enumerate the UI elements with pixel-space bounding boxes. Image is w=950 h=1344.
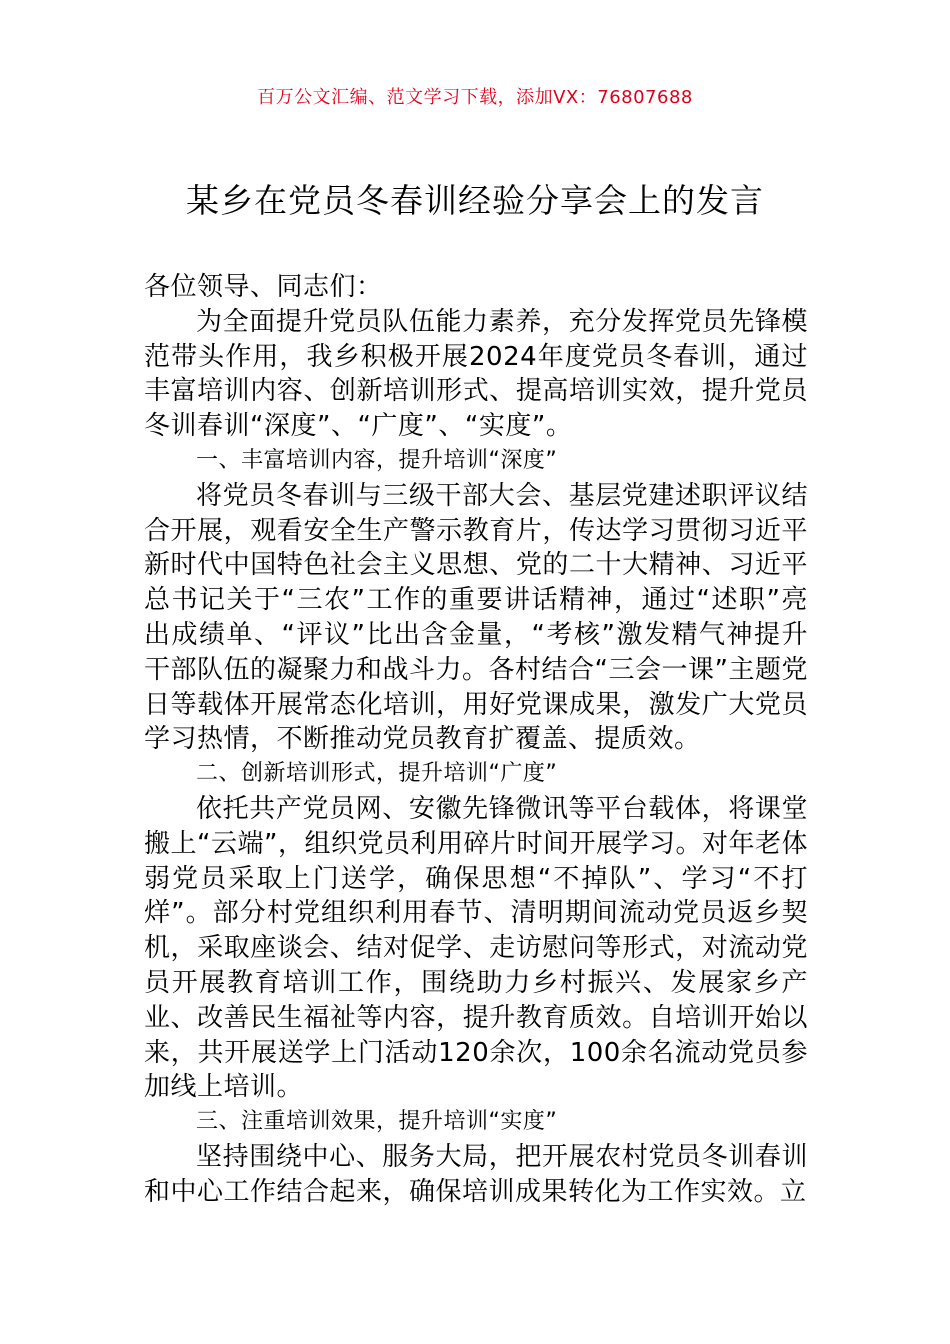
section-heading-1: 一、丰富培训内容，提升培训“深度” — [196, 447, 558, 473]
section-body-3: 坚持围绕中心、服务大局，把开展农村党员冬训春训和中心工作结合起来，确保培训成果转化为工作实效。立 — [144, 1141, 808, 1207]
section-heading-3: 三、注重培训效果，提升培训“实度” — [196, 1109, 558, 1135]
section-body-1: 将党员冬春训与三级干部大会、基层党建述职评议结合开展，观看安全生产警示教育片，传达学习贯彻习近平新时代中国特色社会主义思想、党的二十大精神、习近平总书记关于“三农”工作的重要讲话精神，通过“述职”亮出成绩单、“评议”比出含金量，“考核”激发精气神提升干部队伍的凝聚力和战斗力。各村结合“三会一课”主题党日等载体开展常态化培训，用好党课成果，激发广大党员学习热情，不断推动党员教育扩覆盖、提质效。 — [144, 480, 808, 755]
salutation: 各位领导、同志们： — [144, 272, 383, 302]
section-body-2: 依托共产党员网、安徽先锋微讯等平台载体，将课堂搬上“云端”，组织党员利用碎片时间开展学习。对年老体弱党员采取上门送学，确保思想“不掉队”、学习“不打烊”。部分村党组织利用春节、清明期间流动党员返乡契机，采取座谈会、结对促学、走访慰问等形式，对流动党员开展教育培训工作，围绕助力乡村振兴、发展家乡产业、改善民生福祉等内容，提升教育质效。自培训开始以来，共开展送学上门活动120余次，100余名流动党员参加线上培训。 — [144, 793, 808, 1103]
watermark-banner: 百万公文汇编、范文学习下载，添加VX：76807688 — [257, 87, 693, 108]
section-heading-2: 二、创新培训形式，提升培训“广度” — [196, 761, 558, 787]
document-body — [144, 270, 808, 1210]
intro-paragraph: 为全面提升党员队伍能力素养，充分发挥党员先锋模范带头作用，我乡积极开展2024年度党员冬春训，通过丰富培训内容、创新培训形式、提高培训实效，提升党员冬训春训“深度”、“广度”、“实度”。 — [144, 306, 808, 442]
document-title: 某乡在党员冬春训经验分享会上的发言 — [186, 181, 764, 220]
